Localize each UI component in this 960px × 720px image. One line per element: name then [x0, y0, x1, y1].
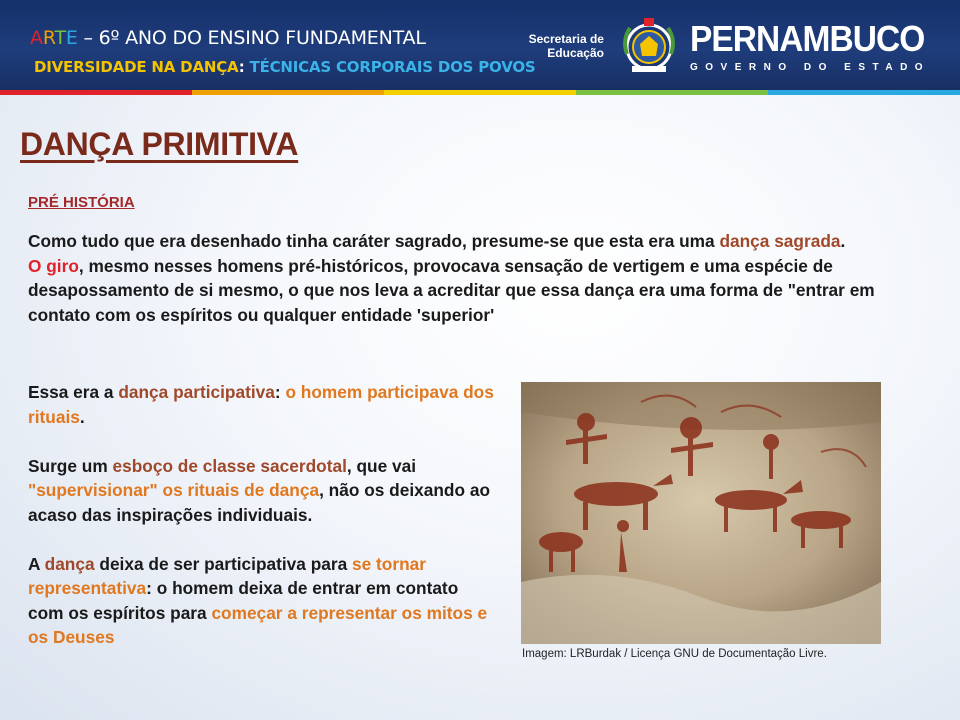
government-logo — [529, 10, 942, 82]
stripe-blue — [768, 90, 960, 95]
intro-paragraph: Como tudo que era desenhado tinha caráter sagrado, presume-se que esta era uma dança sagrada. O giro, mesmo nesses homens pré-históricos, provocava sensação de vertigem e uma espécie de desapossamento de si mesmo, o que nos leva a acreditar que essa dança era uma forma de "entrar em contato com os espíritos ou qualquer entidade 'superior' — [28, 231, 875, 325]
stripe-orange — [192, 90, 384, 95]
state-name: PERNAMBUCO — [689, 17, 925, 59]
image-caption: Imagem: LRBurdak / Licença GNU de Documentação Livre. — [522, 648, 827, 660]
state-government: GOVERNO DO ESTADO — [689, 61, 931, 73]
page-title: DANÇA PRIMITIVA — [20, 126, 299, 162]
cave-painting-image — [521, 382, 881, 644]
stripe-yellow — [384, 90, 576, 95]
stripe-green — [576, 90, 768, 95]
secretaria-label: Secretaria de Educação — [528, 32, 604, 60]
stripe-red — [0, 90, 192, 95]
section-subhead: PRÉ HISTÓRIA — [28, 194, 135, 211]
header-bar — [0, 0, 960, 90]
ritual-paragraph: Essa era a dança participativa: o homem participava dos rituais. Surge um esboço de classe sacerdotal, que vai "supervisionar" os rituais de dança, não os deixando ao acaso das inspirações individuais. A dança deixa de ser participativa para se tornar representativa: o homem deixa de entrar em contato com os espíritos para começar a representar os mitos e os Deuses — [28, 382, 494, 647]
header-title: ARTE – 6º ANO DO ENSINO FUNDAMENTAL — [30, 27, 426, 49]
color-stripe — [0, 90, 960, 95]
state-crest-icon — [618, 14, 680, 78]
header-subtitle: DIVERSIDADE NA DANÇA: TÉCNICAS CORPORAIS DOS POVOS — [34, 58, 536, 76]
state-name-block — [689, 17, 942, 73]
